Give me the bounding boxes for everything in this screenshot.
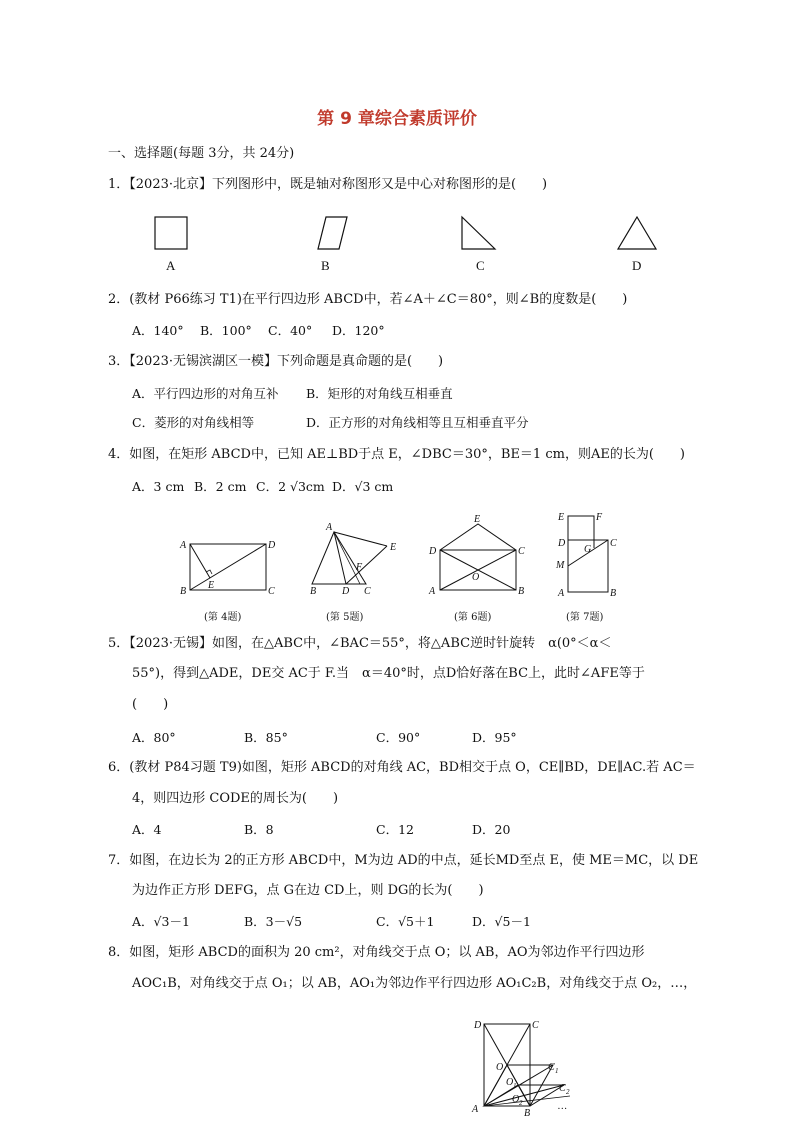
question-1-text: 1．【2023·北京】下列图形中，既是轴对称图形又是中心对称图形的是( ) <box>108 177 548 192</box>
page-title: 第 9 章综合素质评价 <box>317 109 477 129</box>
q6-option-a[interactable]: A．4 <box>132 822 162 837</box>
question-6-line1: 6．(教材 P84习题 T9)如图，矩形 ABCD的对角线 AC，BD相交于点 O，CE∥BD，DE∥AC.若 AC＝ <box>108 760 696 775</box>
svg-text:F: F <box>356 562 363 573</box>
q1-label-a: A <box>166 258 176 273</box>
section-heading: 一、选择题(每题 3分，共 24分) <box>108 146 295 161</box>
question-8-line2: AOC₁B，对角线交于点 O₁；以 AB，AO₁为邻边作平行四边形 AO₁C₂B，对角线交于点 O₂，…， <box>132 976 697 991</box>
q2-option-d[interactable]: D．120° <box>332 323 385 338</box>
svg-text:O: O <box>512 1094 520 1105</box>
svg-text:C: C <box>518 546 525 557</box>
question-5-line3: ( ) <box>132 697 169 712</box>
q7-option-b[interactable]: B．3－√5 <box>244 914 303 929</box>
parallelogram-shape <box>318 217 347 249</box>
svg-text:B: B <box>524 1108 531 1119</box>
q4-option-c[interactable]: C．2 √3cm <box>256 479 325 494</box>
figure-5-caption: (第 5题) <box>326 612 364 623</box>
figure-4-caption: (第 4题) <box>204 612 242 623</box>
svg-text:G: G <box>584 544 592 555</box>
question-6-line2: 4，则四边形 CODE的周长为( ) <box>132 791 339 806</box>
figure-4-labels <box>179 540 276 597</box>
svg-text:D: D <box>342 586 350 597</box>
svg-text:E: E <box>390 542 397 553</box>
svg-text:E: E <box>474 514 481 525</box>
question-5-line2: 55°)，得到△ADE，DE交 AC于 F.当 α＝40°时，点D恰好落在BC上，此时∠AFE等于 <box>132 666 645 681</box>
svg-text:O: O <box>472 572 480 583</box>
figure-5-labels <box>310 522 396 597</box>
svg-text:A: A <box>429 586 436 597</box>
svg-text:F: F <box>596 512 603 523</box>
question-4-text: 4．如图，在矩形 ABCD中，已知 AE⊥BD于点 E，∠DBC＝30°，BE＝1 cm，则AE的长为( ) <box>108 447 685 462</box>
q5-option-d[interactable]: D．95° <box>472 730 517 745</box>
equilateral-triangle-shape <box>618 217 656 249</box>
svg-text:A: A <box>558 588 565 599</box>
svg-text:O: O <box>496 1062 504 1073</box>
q6-option-c[interactable]: C．12 <box>376 822 414 837</box>
svg-text:2: 2 <box>566 1088 570 1096</box>
svg-text:E: E <box>558 512 565 523</box>
svg-text:D: D <box>429 546 437 557</box>
q7-option-d[interactable]: D．√5－1 <box>472 914 531 929</box>
svg-text:2: 2 <box>519 1099 523 1107</box>
q3-option-a[interactable]: A．平行四边形的对角互补 <box>132 386 279 401</box>
svg-text:C: C <box>364 586 371 597</box>
svg-text:C: C <box>268 586 275 597</box>
svg-text:B: B <box>518 586 525 597</box>
figure-5 <box>312 532 387 584</box>
svg-text:O: O <box>506 1077 514 1088</box>
svg-text:A: A <box>180 540 187 551</box>
question-5-line1: 5．【2023·无锡】如图，在△ABC中，∠BAC＝55°，将△ABC逆时针旋转 α(0°＜α＜ <box>108 636 612 651</box>
q2-option-b[interactable]: B．100° <box>200 323 252 338</box>
question-8-line1: 8．如图，矩形 ABCD的面积为 20 cm²，对角线交于点 O；以 AB，AO为邻边作平行四边形 <box>108 945 645 960</box>
figure-7-caption: (第 7题) <box>566 612 604 623</box>
q1-label-c: C <box>476 258 485 273</box>
q6-option-d[interactable]: D．20 <box>472 822 511 837</box>
figure-6-labels <box>428 514 525 597</box>
q7-option-c[interactable]: C．√5＋1 <box>376 914 435 929</box>
q6-option-b[interactable]: B．8 <box>244 822 274 837</box>
q4-option-a[interactable]: A．3 cm <box>132 479 185 494</box>
q1-label-d: D <box>632 258 642 273</box>
figure-6-caption: (第 6题) <box>454 612 492 623</box>
svg-text:C: C <box>559 1083 566 1094</box>
q2-option-c[interactable]: C．40° <box>268 323 313 338</box>
question-2-text: 2．(教材 P66练习 T1)在平行四边形 ABCD中，若∠A＋∠C＝80°，则∠B的度数是( ) <box>108 292 628 307</box>
q5-option-b[interactable]: B．85° <box>244 730 288 745</box>
figure-4 <box>190 544 266 590</box>
svg-text:B: B <box>610 588 617 599</box>
svg-text:B: B <box>310 586 317 597</box>
figures-row <box>170 508 640 608</box>
question-7-line1: 7．如图，在边长为 2的正方形 ABCD中，M为边 AD的中点，延长MD至点 E，使 ME＝MC，以 DE <box>108 853 699 868</box>
q1-label-b: B <box>321 258 330 273</box>
svg-text:A: A <box>472 1104 479 1115</box>
q5-option-c[interactable]: C．90° <box>376 730 421 745</box>
q3-option-c[interactable]: C．菱形的对角线相等 <box>132 415 255 430</box>
square-shape <box>155 217 187 249</box>
q4-option-d[interactable]: D．√3 cm <box>332 479 394 494</box>
q3-option-d[interactable]: D．正方形的对角线相等且互相垂直平分 <box>306 415 529 430</box>
svg-text:M: M <box>556 560 565 571</box>
svg-text:1: 1 <box>555 1067 559 1075</box>
q7-option-a[interactable]: A．√3－1 <box>132 914 190 929</box>
q2-option-a[interactable]: A．140° <box>132 323 184 338</box>
svg-text:E: E <box>208 580 215 591</box>
svg-text:…: … <box>558 1101 567 1112</box>
question-3-text: 3．【2023·无锡滨湖区一模】下列命题是真命题的是( ) <box>108 354 444 369</box>
svg-text:D: D <box>268 540 276 551</box>
q4-option-b[interactable]: B．2 cm <box>194 479 247 494</box>
question-1-shapes <box>140 212 680 254</box>
svg-text:D: D <box>558 538 566 549</box>
svg-text:C: C <box>548 1062 555 1073</box>
svg-text:A: A <box>326 522 333 533</box>
q5-option-a[interactable]: A．80° <box>132 730 176 745</box>
svg-text:B: B <box>180 586 187 597</box>
figure-8 <box>466 1012 586 1120</box>
svg-text:C: C <box>532 1020 539 1031</box>
svg-text:D: D <box>474 1020 482 1031</box>
right-triangle-shape <box>462 217 495 249</box>
q3-option-b[interactable]: B．矩形的对角线互相垂直 <box>306 386 453 401</box>
svg-text:C: C <box>610 538 617 549</box>
question-7-line2: 为边作正方形 DEFG，点 G在边 CD上，则 DG的长为( ) <box>132 883 484 898</box>
svg-text:1: 1 <box>513 1082 517 1090</box>
